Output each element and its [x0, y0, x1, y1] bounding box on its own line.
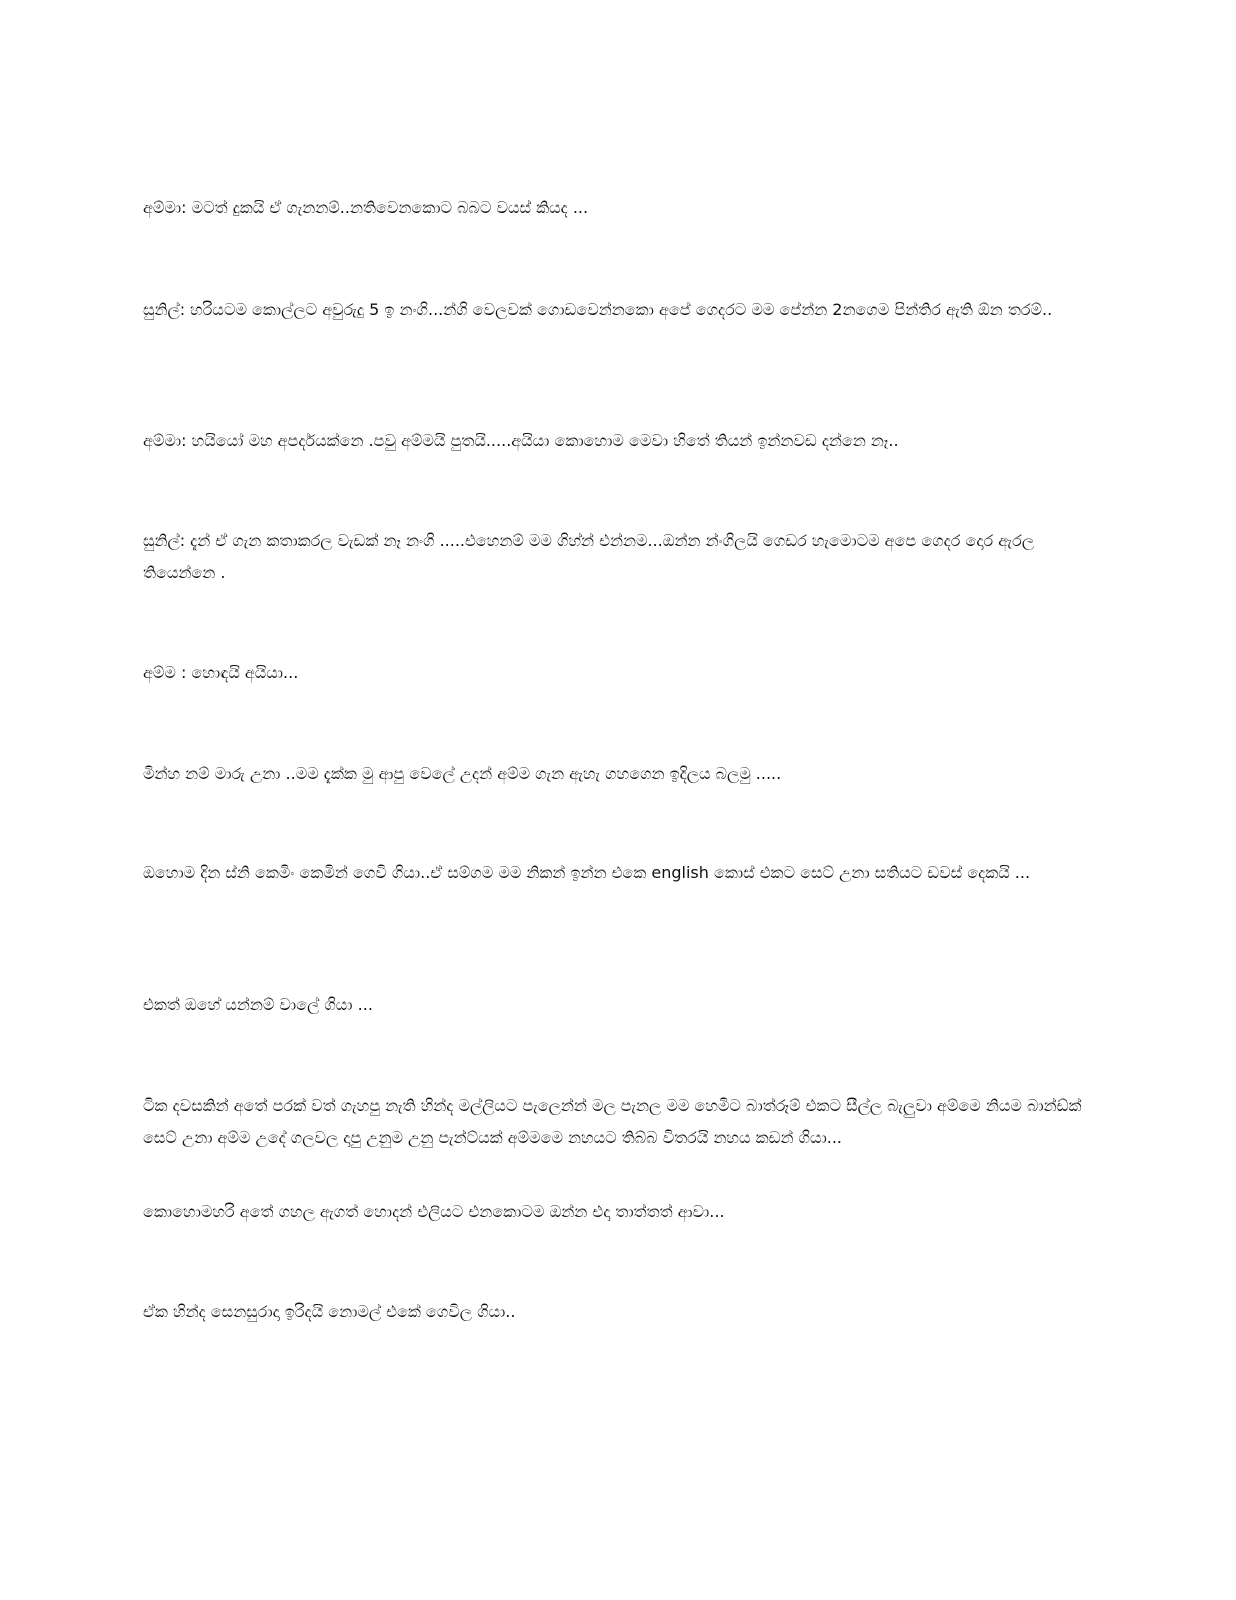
paragraph: එකත් ඔහේ යන්නම් වාලේ ගියා ... [143, 995, 373, 1014]
paragraph: ඒක හින්ද සෙනසුරාදා ඉරිදයි නොමල් එකේ ගෙවිල ගියා.. [143, 1302, 516, 1321]
paragraph: අම්ම : හොඳයි අයියා... [143, 663, 299, 682]
paragraph: ඔහොම දින ස්නි කෙමිං කෙමින් ගෙවි ගියා..ඒ සම්ගම මම නිකන් ඉන්න එකෙ english කොස් එකට සෙට් උනා සතියට ඩවස් දෙකයි ... [143, 863, 1031, 882]
paragraph: අම්මා: හයියෝ මහ අපර්දයක්නෙ .පවු අම්මයි පුතයි.....අයියා කොහොම මෙවා හිතේ තියන් ඉන්නවඩ දන්නෙ නෑ.. [143, 431, 899, 450]
paragraph: සුනිල්: දැන් ඒ ගැන කතාකරල වැඩක් නෑ නංගි .....එහෙනම් මම ගිහ්න් එන්නම...ඔන්න න්ංගිලයි ගෙඩර හැමොටම අපෙ ගෙදර දොර ඇරල තියෙන්නෙ . [143, 531, 1035, 582]
paragraph: කොහොමහරි අතේ ගහල ඇගත් හොදන් එලියට එනකොටම ඔන්න එදා තාත්තත් ආවා... [143, 1202, 725, 1221]
paragraph: මින්හ නම් මාරු උනා ..මම දැක්ක මු ආපු වෙලේ උදන් අම්ම ගැන ඇහැ ගහගෙන ඉදිලය බලමු ..... [143, 764, 782, 783]
paragraph: සුනිල්: හරියටම කොල්ලට අවුරුදු 5 ඉ නංගි...න්ගි වෙලවක් ගොඩවෙන්නකො අපේ ගෙදරට මම පේන්න 2නගෙම පින්තිර ඇති ඕන තරම්.. [143, 300, 1053, 319]
paragraph: අම්මා: මටත් දුකයි ඒ ගැනනම්..නතිවෙනකොට බබට වයස් කියද ... [143, 198, 589, 217]
paragraph: ටික දවසකින් අතේ පරක් වත් ගැහපු නැති හින්ද මල්ලියට පැලෙන්න් මල පැනල මම හෙමිට බාත්රූම් එකට සීල්ල බැලුවා අම්මෙ නියම බාන්ඩ්ක් සෙට් උනා අම්ම උදේ ගලවල දාපු උනුම උනු පැන්ට්යක් අම්මමෙ නහයට තිබ්බ විතරයි නහය කඩන් ගියා... [143, 1096, 1082, 1147]
